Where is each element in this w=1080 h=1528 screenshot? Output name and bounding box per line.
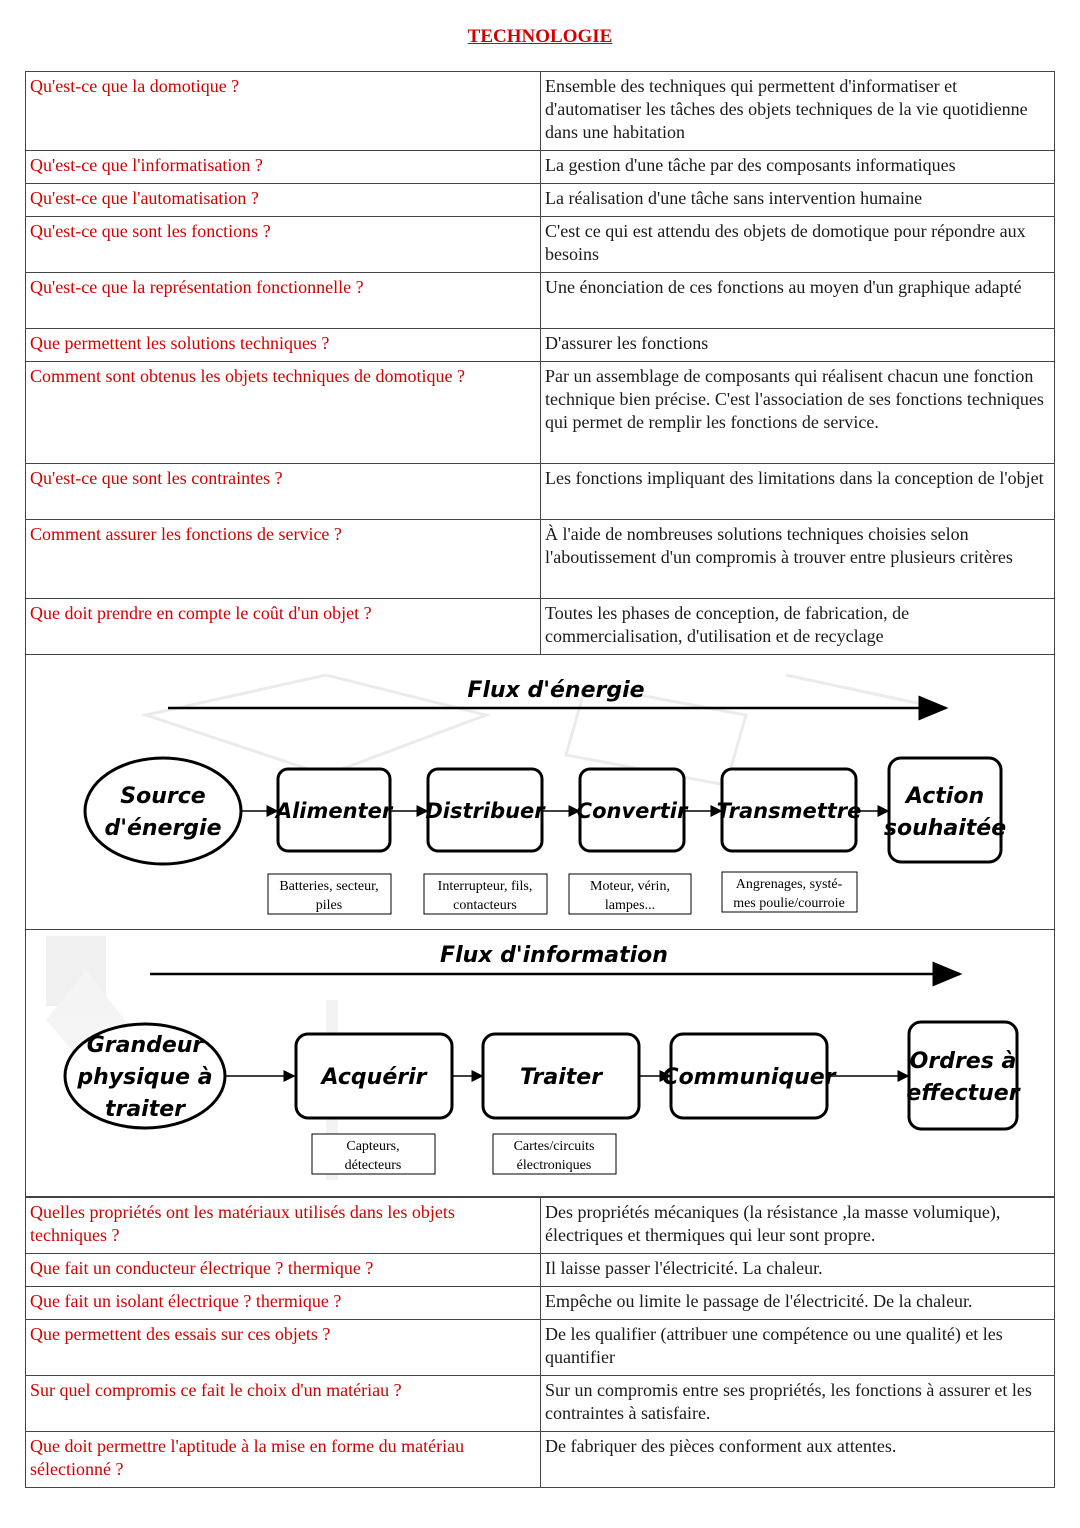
energy-end-box: [889, 758, 1001, 862]
information-flow-title: Flux d'information: [440, 943, 668, 968]
note-text: mes poulie/courroie: [733, 896, 845, 911]
qa-table-domotique: [25, 71, 1055, 655]
question-cell: Comment assurer les fonctions de service ?: [26, 520, 541, 599]
table-row: [26, 72, 1055, 151]
energy-source-label-1: Source: [120, 784, 206, 809]
answer-cell: Les fonctions impliquant des limitations dans la conception de l'objet: [541, 464, 1055, 520]
answer-cell: Sur un compromis entre ses propriétés, les fonctions à assurer et les contraintes à satisfaire.: [541, 1376, 1055, 1432]
energy-end-label-1: Action: [905, 784, 985, 809]
answer-cell: Une énonciation de ces fonctions au moyen d'un graphique adapté: [541, 273, 1055, 329]
energy-flow-title: Flux d'énergie: [467, 678, 645, 703]
question-cell: Qu'est-ce que l'automatisation ?: [26, 184, 541, 217]
question-cell: Qu'est-ce que la domotique ?: [26, 72, 541, 151]
step-traiter-label: Traiter: [519, 1065, 603, 1090]
answer-cell: De les qualifier (attribuer une compétence ou une qualité) et les quantifier: [541, 1320, 1055, 1376]
answer-cell: Il laisse passer l'électricité. La chaleur.: [541, 1254, 1055, 1287]
answer-cell: Ensemble des techniques qui permettent d'informatiser et d'automatiser les tâches des objets techniques de la vie quotidienne dans une habitation: [541, 72, 1055, 151]
page-title: TECHNOLOGIE: [467, 26, 613, 47]
answer-cell: La réalisation d'une tâche sans intervention humaine: [541, 184, 1055, 217]
note-text: Interrupteur, fils,: [437, 879, 533, 894]
step-acquerir-label: Acquérir: [321, 1065, 427, 1090]
answer-cell: Empêche ou limite le passage de l'électricité. De la chaleur.: [541, 1287, 1055, 1320]
note-text: Angrenages, systé-: [735, 877, 843, 892]
note-text: Moteur, vérin,: [590, 879, 670, 894]
question-cell: Comment sont obtenus les objets techniques de domotique ?: [26, 362, 541, 464]
table-row: [26, 1432, 1055, 1488]
note-text: détecteurs: [344, 1158, 402, 1173]
table-row: [26, 329, 1055, 362]
answer-cell: La gestion d'une tâche par des composants informatiques: [541, 151, 1055, 184]
table-row: [26, 1287, 1055, 1320]
table-row: [26, 217, 1055, 273]
energy-end-label-2: souhaitée: [883, 816, 1007, 841]
answer-cell: Par un assemblage de composants qui réalisent chacun une fonction technique bien précise. C'est l'association de ses fonctions techniques qui permet de remplir les fonctions de service.: [541, 362, 1055, 464]
note-text: lampes...: [604, 898, 656, 913]
answer-cell: C'est ce qui est attendu des objets de domotique pour répondre aux besoins: [541, 217, 1055, 273]
qa-table-materiaux: [25, 1197, 1055, 1488]
question-cell: Que permettent des essais sur ces objets ?: [26, 1320, 541, 1376]
question-cell: Qu'est-ce que l'informatisation ?: [26, 151, 541, 184]
table-row: [26, 464, 1055, 520]
table-row: [26, 362, 1055, 464]
energy-flow-diagram: [25, 655, 1055, 930]
table-row: [26, 1198, 1055, 1254]
answer-cell: Des propriétés mécaniques (la résistance ,la masse volumique), électriques et thermiques qui leur sont propre.: [541, 1198, 1055, 1254]
table-row: [26, 1376, 1055, 1432]
question-cell: Que permettent les solutions techniques ?: [26, 329, 541, 362]
information-end-label-1: Ordres à: [909, 1049, 1017, 1074]
information-end-box: [909, 1022, 1017, 1129]
question-cell: Qu'est-ce que sont les fonctions ?: [26, 217, 541, 273]
table-row: [26, 1320, 1055, 1376]
table-row: [26, 151, 1055, 184]
energy-source-label-2: d'énergie: [104, 816, 222, 841]
energy-flow-svg: [26, 655, 1054, 929]
table-row: [26, 1254, 1055, 1287]
information-end-label-2: effectuer: [906, 1081, 1020, 1106]
note-text: Cartes/circuits: [513, 1139, 595, 1154]
table-row: [26, 273, 1055, 329]
note-text: Batteries, secteur,: [279, 879, 379, 894]
information-source-label-1: Grandeur: [86, 1033, 204, 1058]
step-convertir-label: Convertir: [576, 799, 688, 823]
note-text: contacteurs: [453, 898, 517, 913]
question-cell: Qu'est-ce que sont les contraintes ?: [26, 464, 541, 520]
information-flow-svg: [26, 930, 1054, 1196]
question-cell: Que doit permettre l'aptitude à la mise en forme du matériau sélectionné ?: [26, 1432, 541, 1488]
step-transmettre-label: Transmettre: [716, 799, 862, 823]
information-source-label-2: physique à: [77, 1065, 213, 1090]
answer-cell: Toutes les phases de conception, de fabrication, de commercialisation, d'utilisation et de recyclage: [541, 599, 1055, 655]
question-cell: Qu'est-ce que la représentation fonctionnelle ?: [26, 273, 541, 329]
table-row: [26, 184, 1055, 217]
answer-cell: De fabriquer des pièces conforment aux attentes.: [541, 1432, 1055, 1488]
step-alimenter-label: Alimenter: [275, 799, 393, 823]
information-source-label-3: traiter: [104, 1097, 186, 1122]
note-text: piles: [315, 898, 343, 913]
question-cell: Sur quel compromis ce fait le choix d'un matériau ?: [26, 1376, 541, 1432]
step-distribuer-label: Distribuer: [425, 799, 545, 823]
step-communiquer-label: Communiquer: [662, 1065, 836, 1090]
question-cell: Que fait un conducteur électrique ? thermique ?: [26, 1254, 541, 1287]
note-text: électroniques: [516, 1158, 592, 1173]
question-cell: Que fait un isolant électrique ? thermique ?: [26, 1287, 541, 1320]
question-cell: Que doit prendre en compte le coût d'un objet ?: [26, 599, 541, 655]
question-cell: Quelles propriétés ont les matériaux utilisés dans les objets techniques ?: [26, 1198, 541, 1254]
table-row: [26, 520, 1055, 599]
energy-source-ellipse: [85, 758, 241, 864]
answer-cell: D'assurer les fonctions: [541, 329, 1055, 362]
answer-cell: À l'aide de nombreuses solutions techniques choisies selon l'aboutissement d'un compromis à trouver entre plusieurs critères: [541, 520, 1055, 599]
information-flow-diagram: [25, 930, 1055, 1197]
note-text: Capteurs,: [346, 1139, 400, 1154]
table-row: [26, 599, 1055, 655]
